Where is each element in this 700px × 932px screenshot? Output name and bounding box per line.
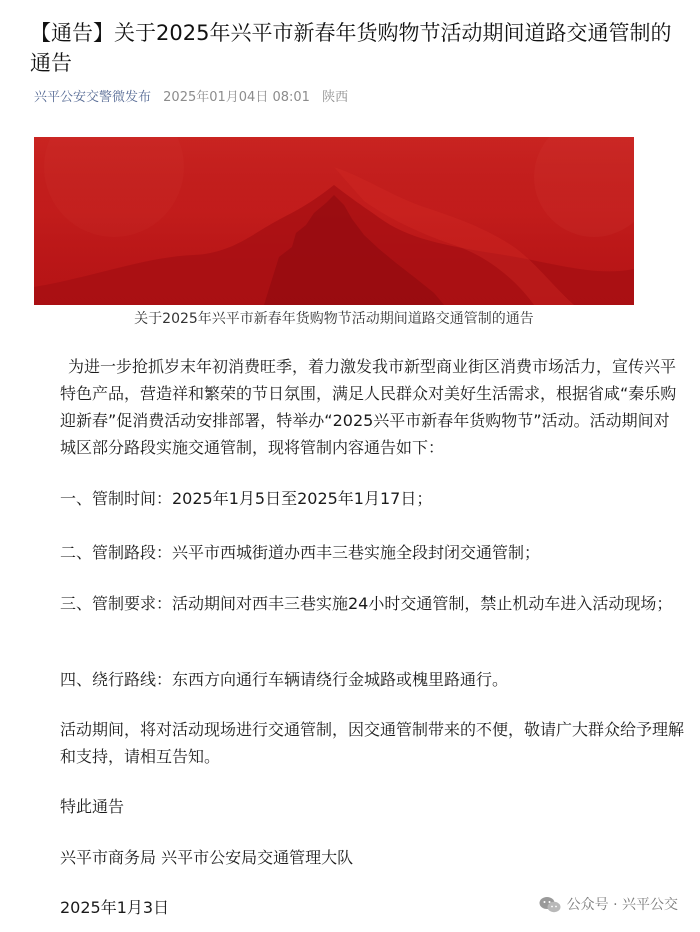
- article-title: 【通告】关于2025年兴平市新春年货购物节活动期间道路交通管制的通告: [30, 21, 672, 75]
- wechat-icon: [539, 896, 561, 914]
- article-region: 陕西: [322, 90, 349, 105]
- control-time-paragraph: 一、管制时间：2025年1月5日至2025年1月17日；: [60, 489, 433, 508]
- great-wall-silhouette-icon: [34, 137, 634, 305]
- control-road-paragraph: 二、管制路段：兴平市西城街道办西丰三巷实施全段封闭交通管制；: [60, 543, 541, 562]
- issuer-paragraph: 兴平市商务局 兴平市公安局交通管理大队: [60, 848, 354, 867]
- intro-paragraph: 为进一步抢抓岁末年初消费旺季，着力激发我市新型商业街区消费市场活力，宣传兴平特色产品，营造祥和繁荣的节日氛围，满足人民群众对美好生活需求，根据省咸“秦乐购 迎新春”促消费活动安排部署，特举办“2025兴平市新春年货购物节”活动。活动期间对城区部分路段实施交通管制，现将管制内容通告如下：: [60, 357, 677, 457]
- banner-image[interactable]: [34, 137, 634, 305]
- date-paragraph: 2025年1月3日: [60, 898, 170, 917]
- closing-paragraph: 特此通告: [60, 797, 125, 816]
- watermark-text: 公众号 · 兴平公交: [566, 897, 678, 913]
- watermark: [539, 893, 678, 917]
- article-datetime: 2025年01月04日 08:01: [163, 90, 310, 105]
- article-source[interactable]: 兴平公安交警微发布: [34, 90, 152, 105]
- notice-paragraph: 活动期间，将对活动现场进行交通管制，因交通管制带来的不便，敬请广大群众给予理解和支持，请相互告知。: [60, 720, 685, 766]
- detour-route-paragraph: 四、绕行路线：东西方向通行车辆请绕行金城路或槐里路通行。: [60, 670, 509, 689]
- control-requirement-paragraph: 三、管制要求：活动期间对西丰三巷实施24小时交通管制，禁止机动车进入活动现场；: [60, 594, 673, 613]
- banner-caption: 关于2025年兴平市新春年货购物节活动期间道路交通管制的通告: [134, 311, 534, 327]
- article-meta: [34, 88, 356, 108]
